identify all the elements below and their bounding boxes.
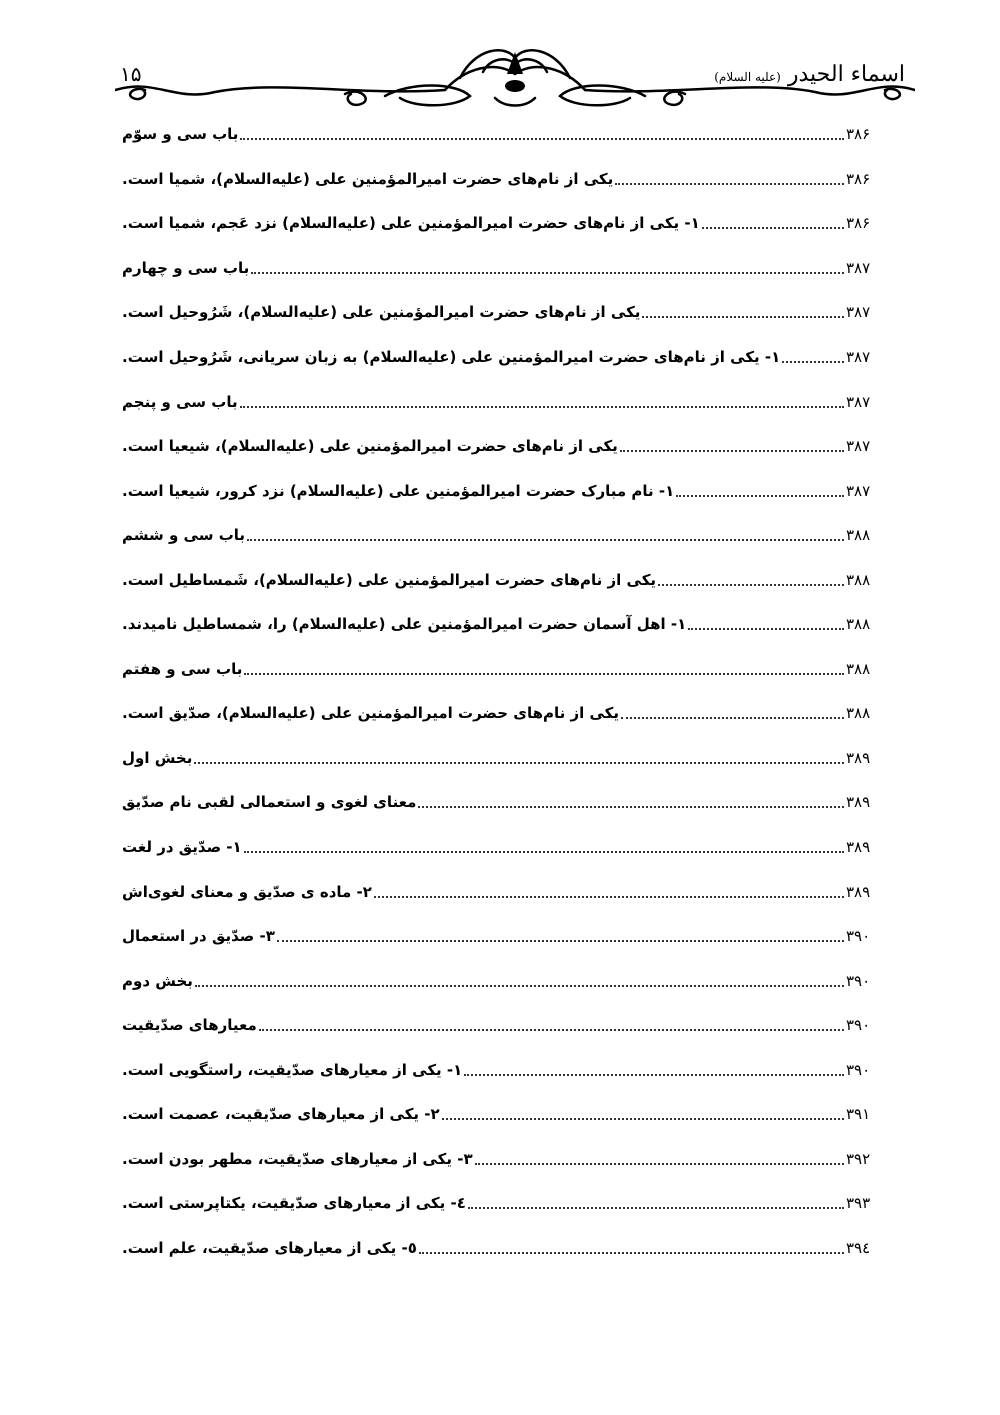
toc-entry-page: ۳۸۷	[846, 258, 871, 277]
toc-entry[interactable]	[120, 424, 880, 469]
toc-entry[interactable]	[120, 825, 880, 870]
toc-entry-title: ۲- یکی از معیارهای صدّیقیت، عصمت است.	[122, 1105, 440, 1124]
toc-entry-page: ۳۹۰	[846, 1016, 871, 1035]
toc-entry-title: معیارهای صدّیقیت	[122, 1016, 257, 1035]
toc-entry[interactable]	[120, 602, 880, 647]
toc-entry-page: ۳۹۰	[846, 971, 871, 990]
dot-leader	[374, 896, 844, 898]
dot-leader	[688, 628, 844, 630]
toc-entry[interactable]	[120, 869, 880, 914]
toc-entry[interactable]	[120, 958, 880, 1003]
toc-entry[interactable]	[120, 112, 880, 157]
dot-leader	[642, 316, 844, 318]
toc-entry-title: بخش اول	[122, 748, 193, 767]
page-header	[0, 0, 1000, 120]
toc-entry-page: ۳۸۶	[846, 125, 871, 144]
table-of-contents	[120, 112, 880, 1270]
dot-leader	[620, 450, 844, 452]
toc-entry[interactable]	[120, 1047, 880, 1092]
toc-entry-title: ۱- نام مبارک حضرت امیرالمؤمنین علی (علیه‌السلام) نزد کرور، شیعیا است.	[122, 481, 675, 500]
book-title	[714, 62, 905, 87]
toc-entry[interactable]	[120, 780, 880, 825]
book-title-main: اسماء الحیدر	[787, 62, 905, 87]
toc-entry-title: یکی از نام‌های حضرت امیرالمؤمنین علی (علیه‌السلام)، شَرُوحیل است.	[122, 303, 641, 322]
dot-leader	[702, 227, 844, 229]
toc-entry[interactable]	[120, 736, 880, 781]
toc-entry[interactable]	[120, 513, 880, 558]
dot-leader	[782, 361, 844, 363]
dot-leader	[194, 762, 844, 764]
dot-leader	[676, 495, 844, 497]
toc-entry-title: یکی از نام‌های حضرت امیرالمؤمنین علی (علیه‌السلام)، شَمساطیل است.	[122, 570, 657, 589]
toc-entry[interactable]	[120, 290, 880, 335]
toc-entry-page: ۳۸۹	[846, 838, 871, 857]
toc-entry-page: ۳۸۹	[846, 793, 871, 812]
toc-entry-title: یکی از نام‌های حضرت امیرالمؤمنین علی (علیه‌السلام)، شمیا است.	[122, 169, 614, 188]
dot-leader	[259, 1029, 844, 1031]
toc-entry[interactable]	[120, 1137, 880, 1182]
toc-entry-page: ۳۸۸	[846, 526, 871, 545]
toc-entry-page: ۳۸۸	[846, 704, 871, 723]
toc-entry-title: بخش دوم	[122, 971, 193, 990]
toc-entry-page: ۳۸۸	[846, 659, 871, 678]
toc-entry-page: ۳۸۷	[846, 348, 871, 366]
toc-entry[interactable]	[120, 914, 880, 959]
toc-entry[interactable]	[120, 557, 880, 602]
dot-leader	[621, 717, 844, 719]
toc-entry[interactable]	[120, 691, 880, 736]
dot-leader	[244, 673, 844, 675]
dot-leader	[615, 183, 844, 185]
toc-entry-page: ۳۹۰	[846, 927, 871, 946]
toc-entry-page: ۳۹٤	[846, 1238, 871, 1257]
toc-entry-page: ۳۹۱	[846, 1105, 871, 1124]
toc-entry-page: ۳۸۸	[846, 615, 871, 634]
toc-entry-title: ۱- یکی از معیارهای صدّیقیت، راستگویی است.	[122, 1060, 463, 1079]
toc-entry[interactable]	[120, 1092, 880, 1137]
toc-entry-page: ۳۸۸	[846, 570, 871, 589]
toc-entry-page: ۳۸۷	[846, 303, 871, 322]
toc-entry[interactable]	[120, 335, 880, 380]
toc-entry-title: ۱- اهل آسمان حضرت امیرالمؤمنین علی (علیه‌السلام) را، شمساطیل نامیدند.	[122, 615, 687, 634]
dot-leader	[442, 1118, 844, 1120]
toc-entry[interactable]	[120, 647, 880, 692]
toc-entry-title: ۱- یکی از نام‌های حضرت امیرالمؤمنین علی (علیه‌السلام) نزد عَجم، شمیا است.	[122, 214, 700, 233]
toc-entry[interactable]	[120, 157, 880, 202]
toc-entry-page: ۳۹۰	[846, 1060, 871, 1079]
dot-leader	[468, 1207, 844, 1209]
dot-leader	[277, 940, 844, 942]
toc-entry-title: ٤- یکی از معیارهای صدّیقیت، یکتاپرستی است.	[122, 1194, 466, 1213]
toc-entry[interactable]	[120, 246, 880, 291]
book-title-honorific: (علیه السلام)	[714, 70, 781, 84]
toc-entry[interactable]	[120, 468, 880, 513]
toc-entry[interactable]	[120, 1226, 880, 1271]
toc-entry-title: باب سی و سوّم	[122, 125, 239, 144]
dot-leader	[247, 539, 844, 541]
toc-entry-title: باب سی و پنجم	[122, 392, 238, 411]
dot-leader	[418, 806, 844, 808]
dot-leader	[419, 1252, 844, 1254]
toc-entry-title: ۲- ماده ی صدّیق و معنای لغوی‌اش	[122, 882, 372, 901]
toc-entry-title: ۱- یکی از نام‌های حضرت امیرالمؤمنین علی (علیه‌السلام) به زبان سریانی، شَرُوحیل است.	[122, 348, 781, 366]
toc-entry-title: باب سی و چهارم	[122, 258, 250, 277]
dot-leader	[475, 1163, 844, 1165]
toc-entry[interactable]	[120, 1181, 880, 1226]
toc-entry-title: یکی از نام‌های حضرت امیرالمؤمنین علی (علیه‌السلام)، شیعیا است.	[122, 437, 618, 456]
page-number: ۱۵	[120, 62, 142, 86]
toc-entry-title: ۳- یکی از معیارهای صدّیقیت، مطهر بودن است.	[122, 1149, 473, 1168]
toc-entry-page: ۳۹۲	[846, 1149, 871, 1168]
dot-leader	[240, 138, 844, 140]
toc-entry-title: یکی از نام‌های حضرت امیرالمؤمنین علی (علیه‌السلام)، صدّیق است.	[122, 704, 620, 723]
toc-entry-title: ۳- صدّیق در استعمال	[122, 927, 275, 946]
toc-entry-title: معنای لغوی و استعمالی لقبی نام صدّیق	[122, 793, 417, 812]
dot-leader	[240, 406, 844, 408]
toc-entry-page: ۳۸۷	[846, 481, 871, 500]
toc-entry[interactable]	[120, 379, 880, 424]
toc-entry-page: ۳۸۶	[846, 214, 871, 233]
dot-leader	[244, 851, 844, 853]
toc-entry[interactable]	[120, 201, 880, 246]
dot-leader	[464, 1074, 844, 1076]
toc-entry-title: ۱- صدّیق در لغت	[122, 838, 242, 857]
toc-entry-page: ۳۸۹	[846, 882, 871, 901]
toc-entry-page: ۳۹۳	[846, 1194, 871, 1213]
toc-entry-title: ٥- یکی از معیارهای صدّیقیت، علم است.	[122, 1238, 417, 1257]
toc-entry-title: باب سی و هفتم	[122, 659, 243, 678]
toc-entry[interactable]	[120, 1003, 880, 1048]
toc-entry-page: ۳۸۹	[846, 748, 871, 767]
toc-entry-title: باب سی و ششم	[122, 526, 246, 545]
toc-entry-page: ۳۸۷	[846, 392, 871, 411]
toc-entry-page: ۳۸۷	[846, 437, 871, 456]
dot-leader	[658, 584, 844, 586]
dot-leader	[251, 272, 844, 274]
dot-leader	[195, 985, 844, 987]
toc-entry-page: ۳۸۶	[846, 169, 871, 188]
